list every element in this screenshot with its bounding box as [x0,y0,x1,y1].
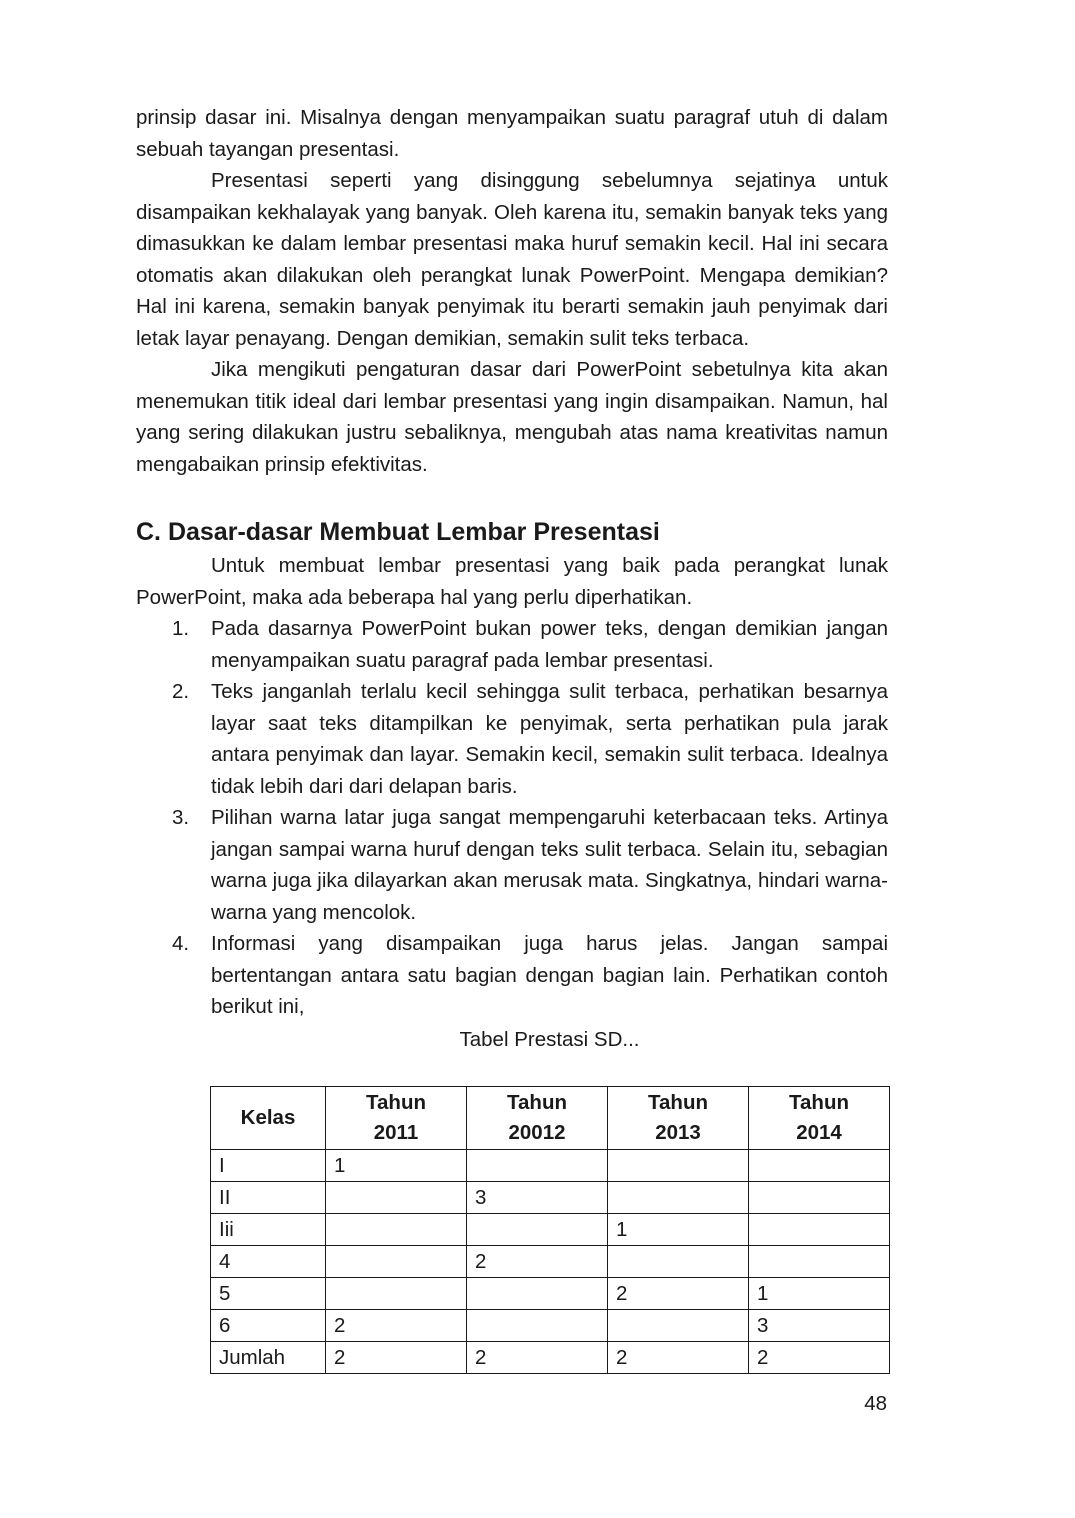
list-number: 2. [172,680,190,703]
list-item [136,676,888,802]
table-cell [608,1182,749,1214]
table-cell [467,1310,608,1342]
list-item [136,928,888,1023]
table-cell [326,1214,467,1246]
table-cell [467,1278,608,1310]
guideline-list [136,613,888,1023]
table-cell: Jumlah [211,1342,326,1374]
table-cell: 2 [326,1310,467,1342]
table-cell [749,1246,890,1278]
table-cell [467,1214,608,1246]
header-tahun-20012: Tahun 20012 [467,1087,608,1150]
table-caption: Tabel Prestasi SD... [459,1027,640,1051]
table-cell: II [211,1182,326,1214]
header-tahun-2011: Tahun 2011 [326,1087,467,1150]
table-row [211,1214,890,1246]
table-cell [749,1182,890,1214]
table-cell: 3 [467,1182,608,1214]
table-cell [749,1214,890,1246]
table-cell: 6 [211,1310,326,1342]
table-cell: 1 [326,1150,467,1182]
table-cell [608,1310,749,1342]
header-kelas: Kelas [211,1087,326,1150]
table-cell: 1 [749,1278,890,1310]
table-cell: Iii [211,1214,326,1246]
table-header-row [211,1087,890,1150]
table-cell: 5 [211,1278,326,1310]
list-text: Informasi yang disampaikan juga harus jelas. Jangan sampai bertentangan antara satu bagian dengan bagian lain. Perhatikan contoh berikut ini, [211,932,888,1018]
table-cell [608,1150,749,1182]
table-row [211,1246,890,1278]
page-number: 48 [864,1392,887,1415]
table-row [211,1278,890,1310]
list-text: Teks janganlah terlalu kecil sehingga sulit terbaca, perhatikan besarnya layar saat teks ditampilkan ke penyimak, serta perhatikan pula jarak antara penyimak dan layar. Semakin kecil, semakin sulit terbaca. Idealnya tidak lebih dari dari delapan baris. [211,680,888,798]
table-cell: I [211,1150,326,1182]
table-cell [326,1278,467,1310]
table-cell [326,1182,467,1214]
table-row [211,1182,890,1214]
table-cell: 3 [749,1310,890,1342]
table-cell: 4 [211,1246,326,1278]
list-item [136,802,888,928]
prestasi-table [210,1086,890,1374]
list-number: 1. [172,617,190,640]
paragraph-pengaturan: Jika mengikuti pengaturan dasar dari PowerPoint sebetulnya kita akan menemukan titik ideal dari lembar presentasi yang ingin disampaikan. Namun, hal yang sering dilakukan justru sebaliknya, mengubah atas nama kreativitas namun mengabaikan prinsip efektivitas. [136,358,888,476]
table-cell: 2 [326,1342,467,1374]
table-cell [749,1150,890,1182]
table-cell [467,1150,608,1182]
table-cell: 2 [749,1342,890,1374]
paragraph-continuation: prinsip dasar ini. Misalnya dengan menyampaikan suatu paragraf utuh di dalam sebuah tayangan presentasi. [136,106,888,161]
page-body [136,102,888,1055]
section-lead: Untuk membuat lembar presentasi yang baik pada perangkat lunak PowerPoint, maka ada beberapa hal yang perlu diperhatikan. [136,554,888,609]
table-cell [608,1246,749,1278]
table-cell: 2 [467,1342,608,1374]
list-number: 3. [172,806,190,829]
table-cell: 2 [608,1278,749,1310]
list-text: Pilihan warna latar juga sangat mempengaruhi keterbacaan teks. Artinya jangan sampai warna huruf dengan teks sulit terbaca. Selain itu, sebagian warna juga jika dilayarkan akan merusak mata. Singkatnya, hindari warna-warna yang mencolok. [211,806,888,924]
table-cell: 1 [608,1214,749,1246]
list-number: 4. [172,932,190,955]
header-tahun-2014: Tahun 2014 [749,1087,890,1150]
header-tahun-2013: Tahun 2013 [608,1087,749,1150]
list-text: Pada dasarnya PowerPoint bukan power teks, dengan demikian jangan menyampaikan suatu paragraf pada lembar presentasi. [211,617,888,672]
table-cell [326,1246,467,1278]
list-item [136,613,888,676]
table-row [211,1150,890,1182]
paragraph-presentasi: Presentasi seperti yang disinggung sebelumnya sejatinya untuk disampaikan kekhalayak yang banyak. Oleh karena itu, semakin banyak teks yang dimasukkan ke dalam lembar presentasi maka huruf semakin kecil. Hal ini secara otomatis akan dilakukan oleh perangkat lunak PowerPoint. Mengapa demikian? Hal ini karena, semakin banyak penyimak itu berarti semakin jauh penyimak dari letak layar penayang. Dengan demikian, semakin sulit teks terbaca. [136,169,888,350]
table-row [211,1310,890,1342]
table-cell: 2 [608,1342,749,1374]
section-heading: C. Dasar-dasar Membuat Lembar Presentasi [136,518,660,546]
table-cell: 2 [467,1246,608,1278]
table-row-total [211,1342,890,1374]
